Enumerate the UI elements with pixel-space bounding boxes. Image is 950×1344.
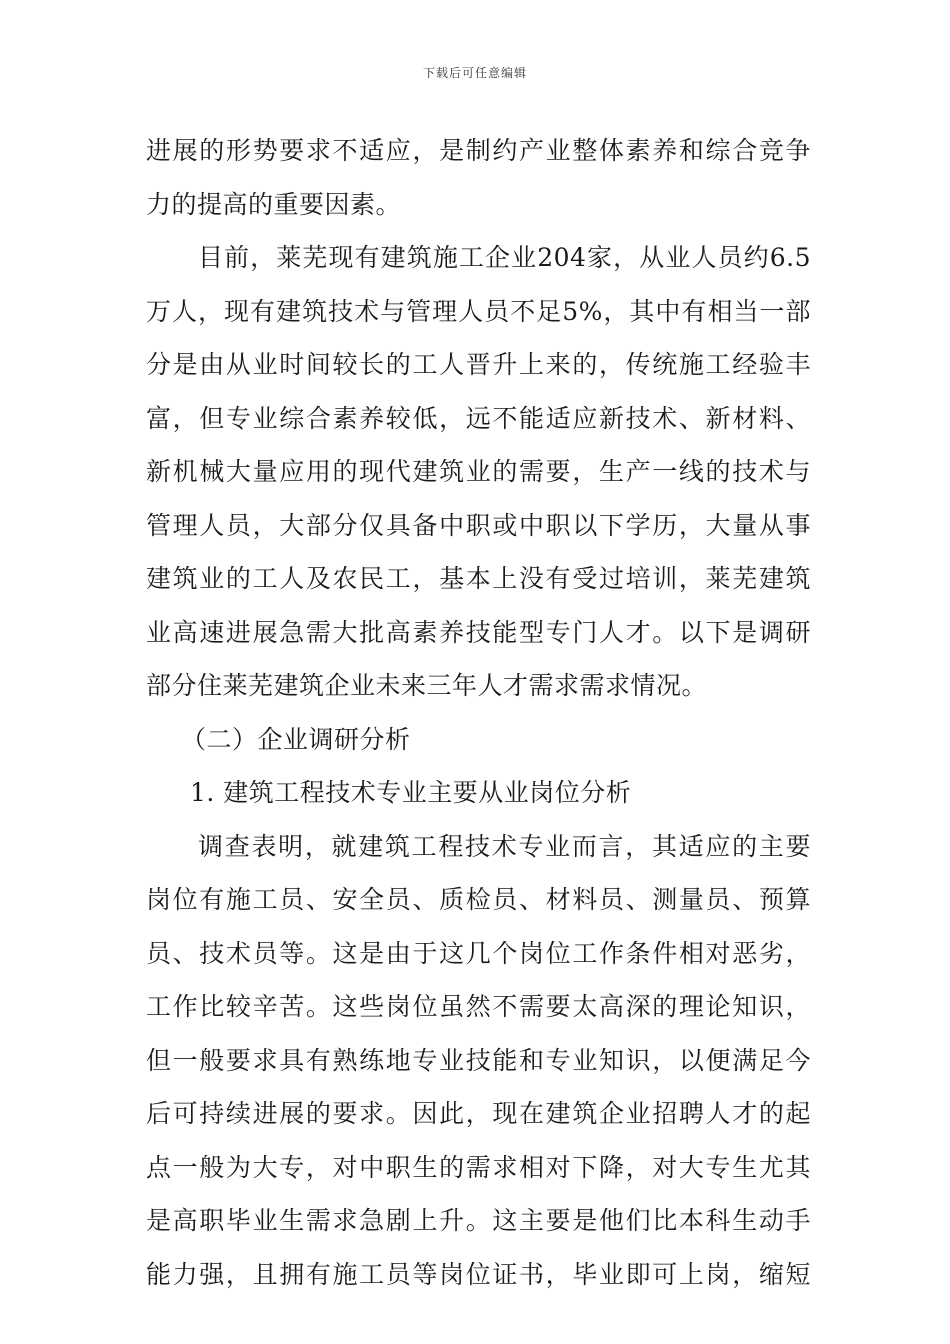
paragraph xyxy=(146,820,811,1302)
text-line: 目前，莱芜现有建筑施工企业204家，从业人员约6.5 xyxy=(198,243,811,272)
text-line: 但一般要求具有熟练地专业技能和专业知识，以便满足今 xyxy=(146,1045,811,1075)
document-body xyxy=(146,124,811,1301)
text-line: 岗位有施工员、安全员、质检员、材料员、测量员、预算 xyxy=(146,885,811,914)
text-line: 是高职毕业生需求急剧上升。这主要是他们比本科生动手 xyxy=(146,1206,811,1235)
text-line: 员、技术员等。这是由于这几个岗位工作条件相对恶劣， xyxy=(146,938,811,968)
text-line: 力的提高的重要因素。 xyxy=(146,189,402,219)
page-header: 下载后可任意编辑 xyxy=(422,66,527,80)
text-line: 管理人员，大部分仅具备中职或中职以下学历，大量从事 xyxy=(146,510,811,540)
text-line: 富，但专业综合素养较低，远不能适应新技术、新材料、 xyxy=(146,403,811,433)
text-line: 后可持续进展的要求。因此，现在建筑企业招聘人才的起 xyxy=(146,1099,811,1128)
text-line: 点一般为大专，对中职生的需求相对下降，对大专生尤其 xyxy=(146,1152,811,1182)
section-heading: （二）企业调研分析 xyxy=(181,724,411,754)
text-line: 调查表明，就建筑工程技术专业而言，其适应的主要 xyxy=(198,831,811,861)
text-line: 建筑业的工人及农民工，基本上没有受过培训，莱芜建筑 xyxy=(146,564,811,593)
text-line: 工作比较辛苦。这些岗位虽然不需要太高深的理论知识， xyxy=(146,992,811,1021)
text-line: 进展的形势要求不适应，是制约产业整体素养和综合竞争 xyxy=(146,136,811,165)
text-line: 能力强，且拥有施工员等岗位证书，毕业即可上岗，缩短 xyxy=(146,1259,811,1289)
subsection-heading: 1. 建筑工程技术专业主要从业岗位分析 xyxy=(190,778,632,807)
text-line: 万人，现有建筑技术与管理人员不足5%，其中有相当一部 xyxy=(146,296,811,326)
paragraph xyxy=(146,124,811,231)
paragraph xyxy=(146,231,811,713)
text-line: 分是由从业时间较长的工人晋升上来的，传统施工经验丰 xyxy=(146,350,811,379)
text-line: 部分住莱芜建筑企业未来三年人才需求需求情况。 xyxy=(146,671,708,700)
text-line: 业高速进展急需大批高素养技能型专门人才。以下是调研 xyxy=(146,617,811,647)
text-line: 新机械大量应用的现代建筑业的需要，生产一线的技术与 xyxy=(146,457,811,486)
